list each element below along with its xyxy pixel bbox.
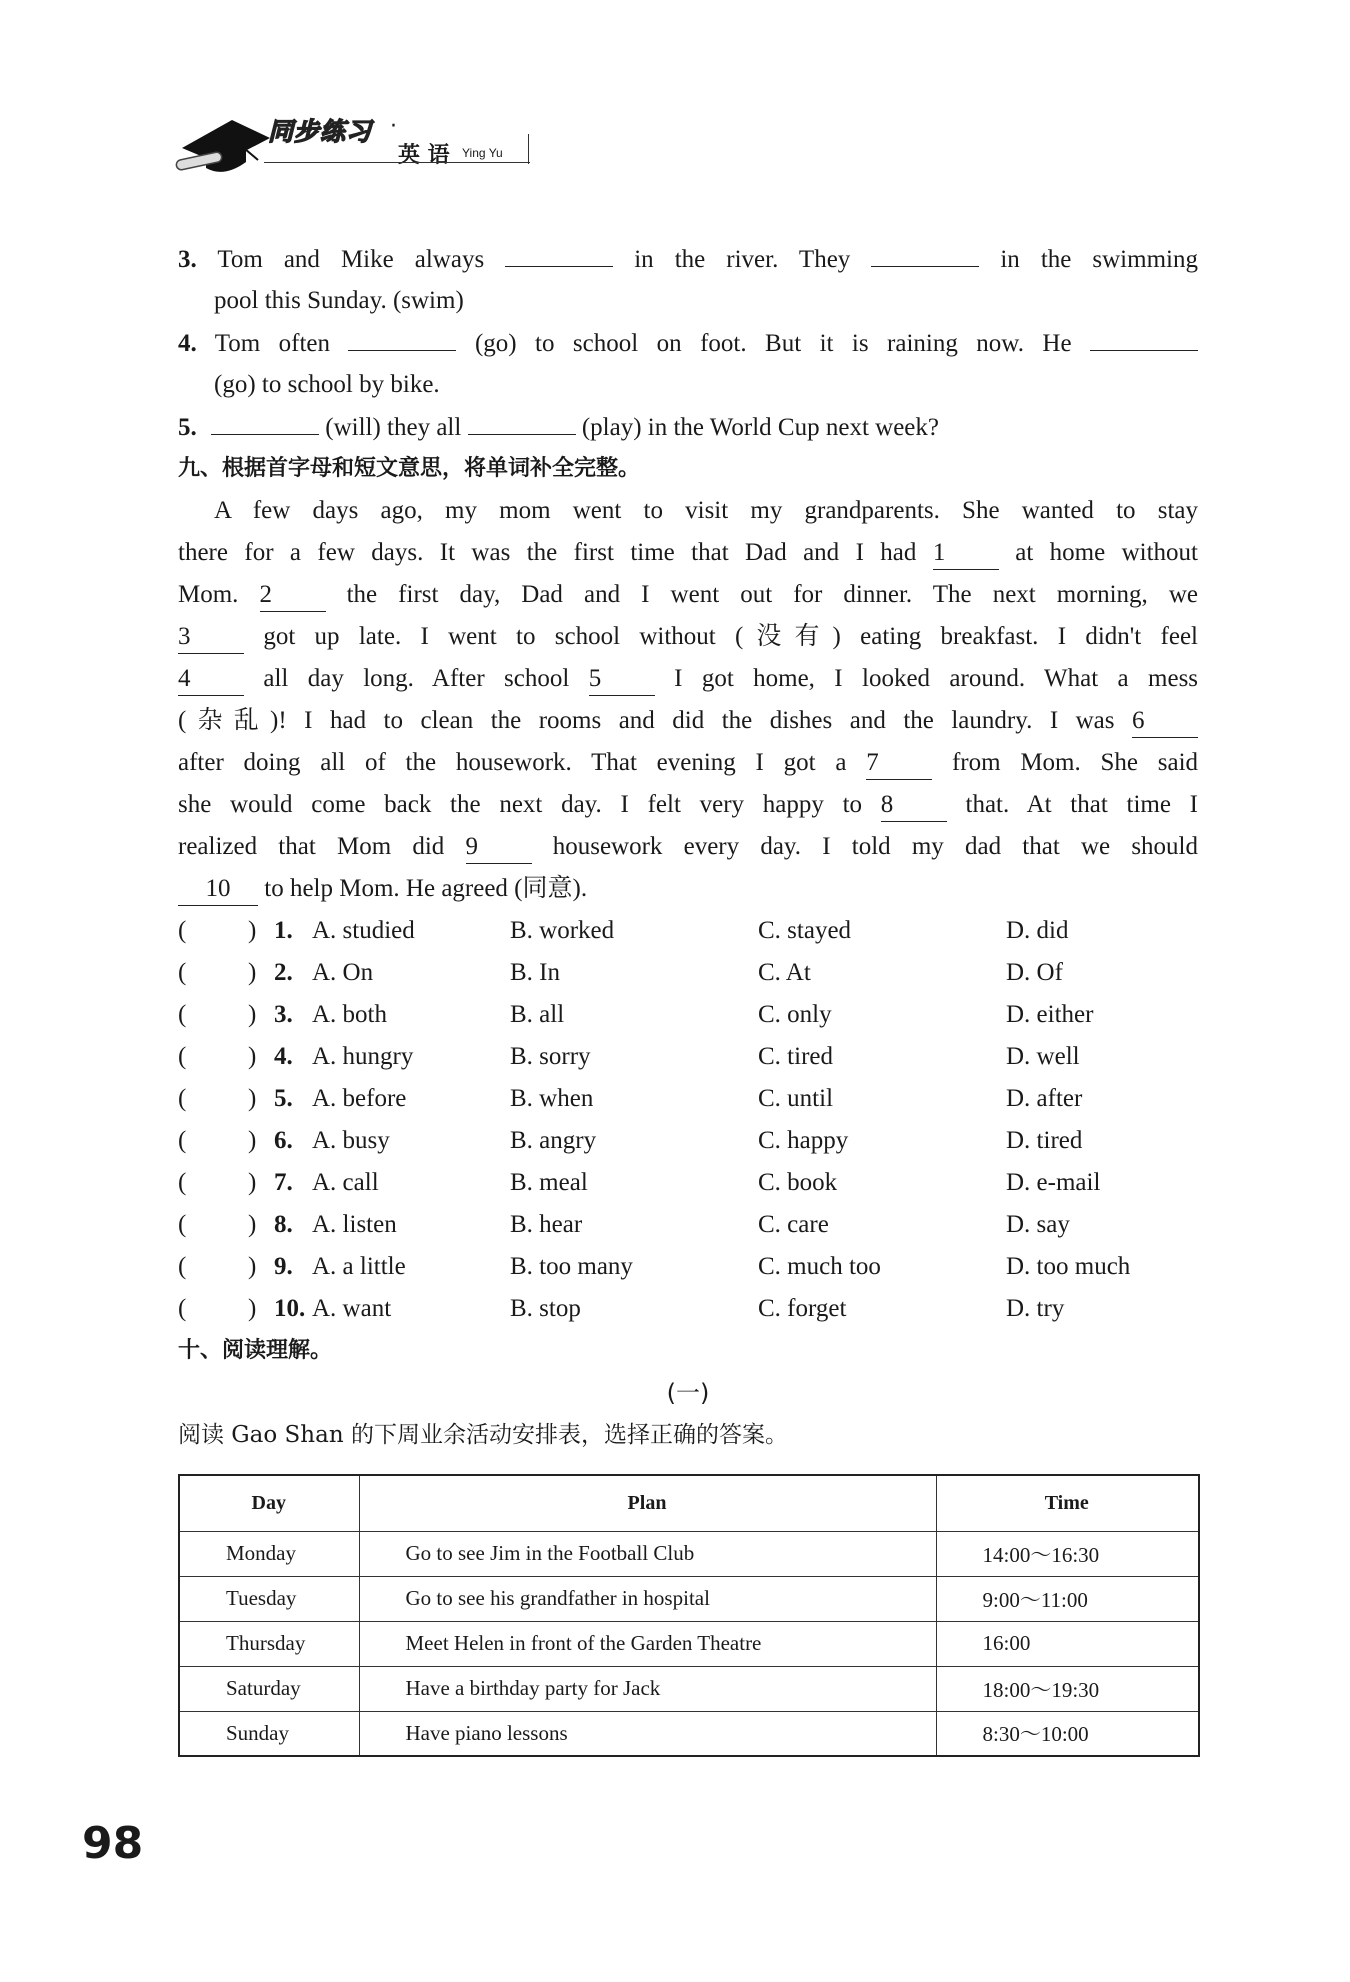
answer-paren-right: ) (248, 1295, 257, 1322)
question-4-line-1 (178, 322, 1198, 364)
option-a[interactable]: A. a little (312, 1253, 406, 1280)
option-d[interactable]: D. well (1006, 1043, 1080, 1070)
answer-paren-right: ) (248, 1127, 257, 1154)
answer-blank[interactable] (871, 238, 979, 267)
answer-blank[interactable] (211, 406, 319, 435)
answer-blank[interactable] (468, 406, 576, 435)
passage-text: got up late. I went to school without (没有) eating breakfast. I didn't feel (263, 623, 1199, 650)
passage-line-9 (178, 826, 1198, 868)
option-c[interactable]: C. care (758, 1211, 829, 1238)
activity-schedule-table (178, 1474, 1200, 1757)
option-c[interactable]: C. stayed (758, 917, 852, 944)
table-row (179, 1711, 1199, 1756)
answer-paren-left: ( (178, 1043, 187, 1070)
cloze-blank-5[interactable]: 5 (589, 665, 655, 696)
passage-line-2 (178, 532, 1198, 574)
option-question-number: 1. (274, 917, 293, 944)
question-text: (go) to school on foot. But it is raining now. He (474, 330, 1072, 357)
option-c[interactable]: C. until (758, 1085, 834, 1112)
time-cell: 8:30～10:00 (936, 1711, 1199, 1756)
option-row (178, 1246, 1198, 1288)
option-b[interactable]: B. all (510, 1001, 565, 1028)
option-question-number: 7. (274, 1169, 293, 1196)
passage-line-4 (178, 616, 1198, 658)
question-text: (will) they all (325, 414, 462, 441)
day-cell: Saturday (179, 1666, 359, 1711)
time-cell: 18:00～19:30 (936, 1666, 1199, 1711)
answer-paren-right: ) (248, 959, 257, 986)
option-c[interactable]: C. tired (758, 1043, 833, 1070)
option-c[interactable]: C. book (758, 1169, 838, 1196)
option-row (178, 1162, 1198, 1204)
time-cell: 16:00 (936, 1621, 1199, 1666)
table-row (179, 1666, 1199, 1711)
passage-text: at home without (1015, 539, 1198, 566)
header-divider (264, 162, 530, 163)
plan-cell: Go to see his grandfather in hospital (359, 1576, 936, 1621)
reading-intro: 阅读 Gao Shan 的下周业余活动安排表，选择正确的答案。 (178, 1422, 788, 1448)
book-header (172, 98, 532, 178)
passage-text: she would come back the next day. I felt very happy to (178, 791, 863, 818)
passage-text: that. At that time I (965, 791, 1199, 818)
option-d[interactable]: D. Of (1006, 959, 1063, 986)
option-c[interactable]: C. At (758, 959, 811, 986)
exercise-content (178, 238, 1198, 1456)
cloze-blank-10[interactable]: 10 (178, 875, 258, 906)
table-row (179, 1531, 1199, 1576)
option-a[interactable]: A. hungry (312, 1043, 414, 1070)
question-number: 4. (178, 330, 197, 357)
option-question-number: 6. (274, 1127, 293, 1154)
option-d[interactable]: D. say (1006, 1211, 1070, 1238)
question-text: Tom and Mike always (217, 246, 485, 273)
cloze-blank-7[interactable]: 7 (866, 749, 932, 780)
option-d[interactable]: D. either (1006, 1001, 1094, 1028)
answer-paren-left: ( (178, 1253, 187, 1280)
answer-paren-left: ( (178, 1295, 187, 1322)
table-row (179, 1576, 1199, 1621)
option-d[interactable]: D. try (1006, 1295, 1065, 1322)
option-a[interactable]: A. call (312, 1169, 379, 1196)
answer-paren-right: ) (248, 1211, 257, 1238)
answer-paren-right: ) (248, 1001, 257, 1028)
column-header-time: Time (936, 1475, 1199, 1531)
option-row (178, 952, 1198, 994)
passage-line-10 (178, 868, 1198, 910)
option-b[interactable]: B. meal (510, 1169, 588, 1196)
option-b[interactable]: B. sorry (510, 1043, 591, 1070)
subject-pinyin: Ying Yu (462, 146, 503, 160)
column-header-plan: Plan (359, 1475, 936, 1531)
passage-line-5 (178, 658, 1198, 700)
option-question-number: 5. (274, 1085, 293, 1112)
answer-blank[interactable] (348, 322, 456, 351)
cloze-blank-4[interactable]: 4 (178, 665, 244, 696)
option-c[interactable]: C. happy (758, 1127, 849, 1154)
question-3-line-2: pool this Sunday. (swim) (214, 287, 464, 314)
option-a[interactable]: A. On (312, 959, 374, 986)
brand-dot: · (390, 114, 397, 139)
passage-text: A few days ago, my mom went to visit my grandparents. She wanted to stay (214, 497, 1198, 524)
option-c[interactable]: C. much too (758, 1253, 881, 1280)
day-cell: Tuesday (179, 1576, 359, 1621)
passage-text: from Mom. She said (951, 749, 1199, 776)
day-cell: Sunday (179, 1711, 359, 1756)
plan-cell: Go to see Jim in the Football Club (359, 1531, 936, 1576)
option-a[interactable]: A. listen (312, 1211, 397, 1238)
page-number: 98 (82, 1818, 144, 1869)
question-text: in the river. (634, 246, 779, 273)
question-text: (play) in the World Cup next week? (581, 414, 939, 441)
passage-line-3 (178, 574, 1198, 616)
option-d[interactable]: D. too much (1006, 1253, 1131, 1280)
plan-cell: Have a birthday party for Jack (359, 1666, 936, 1711)
passage-line-1 (178, 490, 1198, 532)
option-a[interactable]: A. want (312, 1295, 392, 1322)
table-header-row (179, 1475, 1199, 1531)
option-question-number: 4. (274, 1043, 293, 1070)
option-b[interactable]: B. stop (510, 1295, 581, 1322)
answer-paren-left: ( (178, 917, 187, 944)
option-d[interactable]: D. after (1006, 1085, 1083, 1112)
cloze-blank-6[interactable]: 6 (1132, 707, 1198, 738)
part-one-title: (一) (666, 1379, 710, 1407)
passage-text: Mom. (178, 581, 239, 608)
option-row (178, 1078, 1198, 1120)
plan-cell: Meet Helen in front of the Garden Theatre (359, 1621, 936, 1666)
table-body (179, 1531, 1199, 1756)
answer-blank[interactable] (505, 238, 613, 267)
question-number: 5. (178, 414, 197, 441)
option-row (178, 1288, 1198, 1330)
question-number: 3. (178, 246, 197, 273)
option-b[interactable]: B. In (510, 959, 560, 986)
option-b[interactable]: B. hear (510, 1211, 583, 1238)
option-d[interactable]: D. e-mail (1006, 1169, 1101, 1196)
question-text: in the swimming (1000, 246, 1198, 273)
answer-paren-left: ( (178, 1169, 187, 1196)
option-a[interactable]: A. studied (312, 917, 415, 944)
question-text: They (798, 246, 851, 273)
brand-title: 同步练习 (268, 117, 373, 146)
passage-text: realized that Mom did (178, 833, 445, 860)
cloze-blank-8[interactable]: 8 (881, 791, 947, 822)
answer-paren-right: ) (248, 1253, 257, 1280)
option-question-number: 8. (274, 1211, 293, 1238)
option-a[interactable]: A. before (312, 1085, 407, 1112)
time-cell: 14:00～16:30 (936, 1531, 1199, 1576)
option-d[interactable]: D. did (1006, 917, 1069, 944)
passage-text: housework every day. I told my dad that we should (552, 833, 1199, 860)
option-row (178, 1036, 1198, 1078)
answer-paren-right: ) (248, 917, 257, 944)
table-row (179, 1621, 1199, 1666)
option-a[interactable]: A. both (312, 1001, 387, 1028)
cloze-options (178, 910, 1198, 1330)
option-c[interactable]: C. forget (758, 1295, 847, 1322)
cloze-blank-9[interactable]: 9 (466, 833, 532, 864)
time-cell: 9:00～11:00 (936, 1576, 1199, 1621)
option-a[interactable]: A. busy (312, 1127, 390, 1154)
column-header-day: Day (179, 1475, 359, 1531)
passage-line-6 (178, 700, 1198, 742)
option-b[interactable]: B. worked (510, 917, 615, 944)
answer-paren-left: ( (178, 1085, 187, 1112)
passage-text: I got home, I looked around. What a mess (674, 665, 1199, 692)
option-question-number: 3. (274, 1001, 293, 1028)
question-5 (178, 406, 1198, 448)
passage-text: to help Mom. He agreed (同意). (264, 875, 588, 902)
answer-paren-right: ) (248, 1043, 257, 1070)
graduation-cap-icon (172, 98, 272, 178)
answer-paren-left: ( (178, 959, 187, 986)
question-3-line-1 (178, 238, 1198, 280)
option-b[interactable]: B. when (510, 1085, 594, 1112)
question-text: Tom often (214, 330, 331, 357)
answer-paren-right: ) (248, 1169, 257, 1196)
subject-label: 英 语 (398, 143, 450, 168)
option-question-number: 9. (274, 1253, 293, 1280)
option-row (178, 1204, 1198, 1246)
section-10-title: 十、阅读理解。 (178, 1338, 333, 1363)
day-cell: Thursday (179, 1621, 359, 1666)
answer-paren-left: ( (178, 1001, 187, 1028)
plan-cell: Have piano lessons (359, 1711, 936, 1756)
passage-text: (杂乱)! I had to clean the rooms and did the dishes and the laundry. I was (178, 707, 1115, 734)
answer-paren-right: ) (248, 1085, 257, 1112)
passage-text: all day long. After school (263, 665, 570, 692)
option-b[interactable]: B. angry (510, 1127, 597, 1154)
option-b[interactable]: B. too many (510, 1253, 633, 1280)
option-question-number: 10. (274, 1295, 306, 1322)
passage-line-7 (178, 742, 1198, 784)
day-cell: Monday (179, 1531, 359, 1576)
answer-blank[interactable] (1090, 322, 1198, 351)
cloze-blank-1[interactable]: 1 (933, 539, 999, 570)
option-question-number: 2. (274, 959, 293, 986)
passage-line-8 (178, 784, 1198, 826)
answer-paren-left: ( (178, 1211, 187, 1238)
option-row (178, 910, 1198, 952)
option-row (178, 1120, 1198, 1162)
option-c[interactable]: C. only (758, 1001, 832, 1028)
cloze-blank-2[interactable]: 2 (260, 581, 326, 612)
header-divider-tick (528, 134, 529, 164)
answer-paren-left: ( (178, 1127, 187, 1154)
option-d[interactable]: D. tired (1006, 1127, 1083, 1154)
passage-text: there for a few days. It was the first time that Dad and I had (178, 539, 917, 566)
option-row (178, 994, 1198, 1036)
passage-text: after doing all of the housework. That evening I got a (178, 749, 847, 776)
section-9-title: 九、根据首字母和短文意思，将单词补全完整。 (178, 456, 641, 481)
cloze-blank-3[interactable]: 3 (178, 623, 244, 654)
question-4-line-2: (go) to school by bike. (214, 371, 440, 398)
passage-text: the first day, Dad and I went out for dinner. The next morning, we (346, 581, 1198, 608)
